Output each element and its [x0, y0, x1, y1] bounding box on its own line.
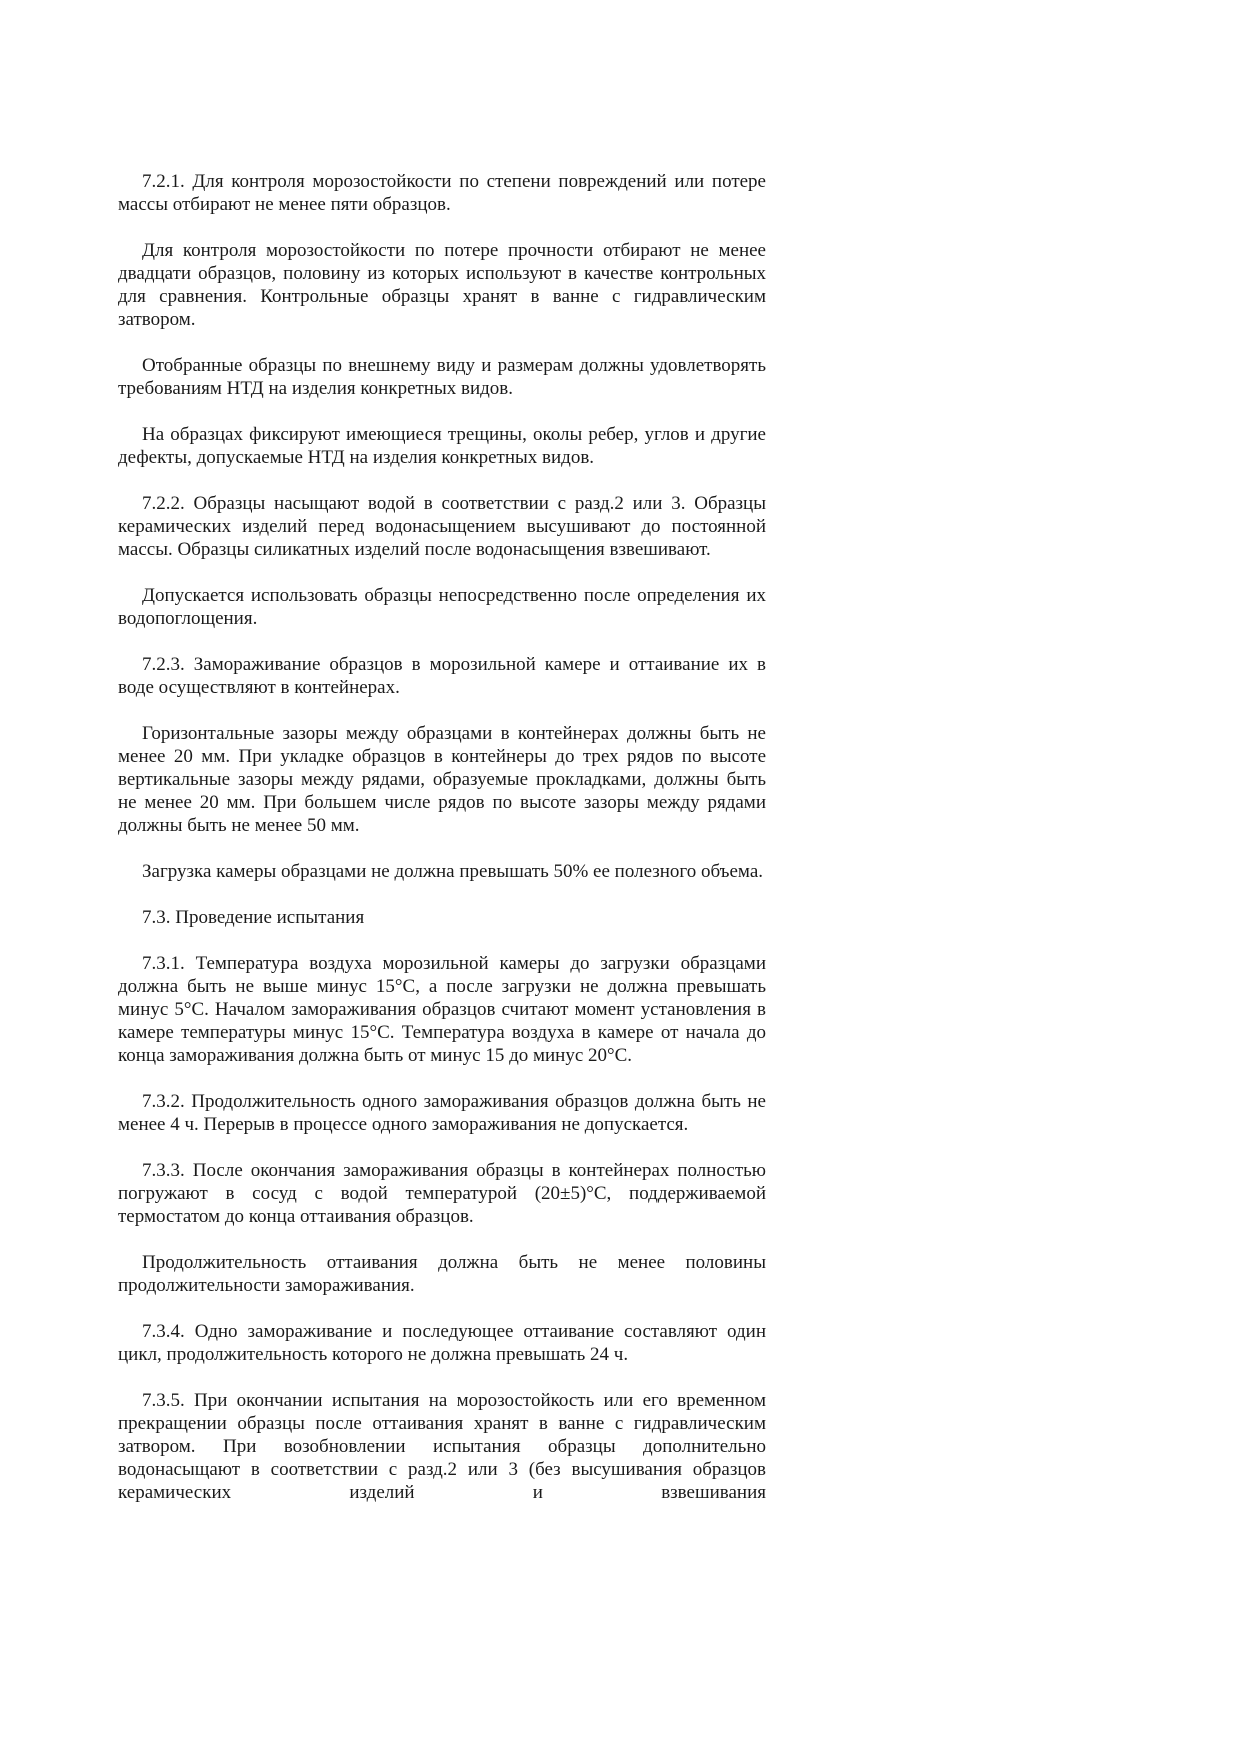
paragraph-7-3-2: 7.3.2. Продолжительность одного замораживания образцов должна быть не менее 4 ч. Перерыв в процессе одного замораживания не допускается.: [118, 1091, 766, 1135]
document-body: [118, 170, 766, 1504]
paragraph-defects: На образцах фиксируют имеющиеся трещины, околы ребер, углов и другие дефекты, допускаемые НТД на изделия конкретных видов.: [118, 424, 766, 468]
section-heading-7-3: 7.3. Проведение испытания: [142, 907, 365, 928]
paragraph-7-2-1: 7.2.1. Для контроля морозостойкости по степени повреждений или потере массы отбирают не менее пяти образцов.: [118, 171, 766, 215]
paragraph-chamber-load: Загрузка камеры образцами не должна превышать 50% ее полезного объема.: [142, 861, 764, 882]
paragraph-7-3-5: 7.3.5. При окончании испытания на морозостойкость или его временном прекращении образцы после оттаивания хранят в ванне с гидравлическим затвором. При возобновлении испытания образцы дополнительно водонасыщают в соответствии с разд.2 или 3 (без высушивания образцов керамических изделий и взвешивания: [118, 1390, 766, 1503]
paragraph-allowed-use: Допускается использовать образцы непосредственно после определения их водопоглощения.: [118, 585, 766, 629]
paragraph-thaw-duration: Продолжительность оттаивания должна быть не менее половины продолжительности замораживания.: [118, 1252, 766, 1296]
paragraph-selected-samples: Отобранные образцы по внешнему виду и размерам должны удовлетворять требованиям НТД на изделия конкретных видов.: [118, 355, 766, 399]
paragraph-7-3-3: 7.3.3. После окончания замораживания образцы в контейнерах полностью погружают в сосуд с водой температурой (20±5)°С, поддерживаемой термостатом до конца оттаивания образцов.: [118, 1160, 766, 1227]
paragraph-control-strength: Для контроля морозостойкости по потере прочности отбирают не менее двадцати образцов, половину из которых используют в качестве контрольных для сравнения. Контрольные образцы хранят в ванне с гидравлическим затвором.: [118, 240, 766, 330]
paragraph-7-3-4: 7.3.4. Одно замораживание и последующее оттаивание составляют один цикл, продолжительность которого не должна превышать 24 ч.: [118, 1321, 766, 1365]
paragraph-7-3-1: 7.3.1. Температура воздуха морозильной камеры до загрузки образцами должна быть не выше минус 15°С, а после загрузки не должна превышать минус 5°С. Началом замораживания образцов считают момент установления в камере температуры минус 15°С. Температура воздуха в камере от начала до конца замораживания должна быть от минус 15 до минус 20°С.: [118, 953, 766, 1066]
paragraph-7-2-3: 7.2.3. Замораживание образцов в морозильной камере и оттаивание их в воде осуществляют в контейнерах.: [118, 654, 766, 698]
paragraph-7-2-2: 7.2.2. Образцы насыщают водой в соответствии с разд.2 или 3. Образцы керамических изделий перед водонасыщением высушивают до постоянной массы. Образцы силикатных изделий после водонасыщения взвешивают.: [118, 493, 766, 560]
paragraph-gaps: Горизонтальные зазоры между образцами в контейнерах должны быть не менее 20 мм. При укладке образцов в контейнеры до трех рядов по высоте вертикальные зазоры между рядами, образуемые прокладками, должны быть не менее 20 мм. При большем числе рядов по высоте зазоры между рядами должны быть не менее 50 мм.: [118, 723, 766, 836]
